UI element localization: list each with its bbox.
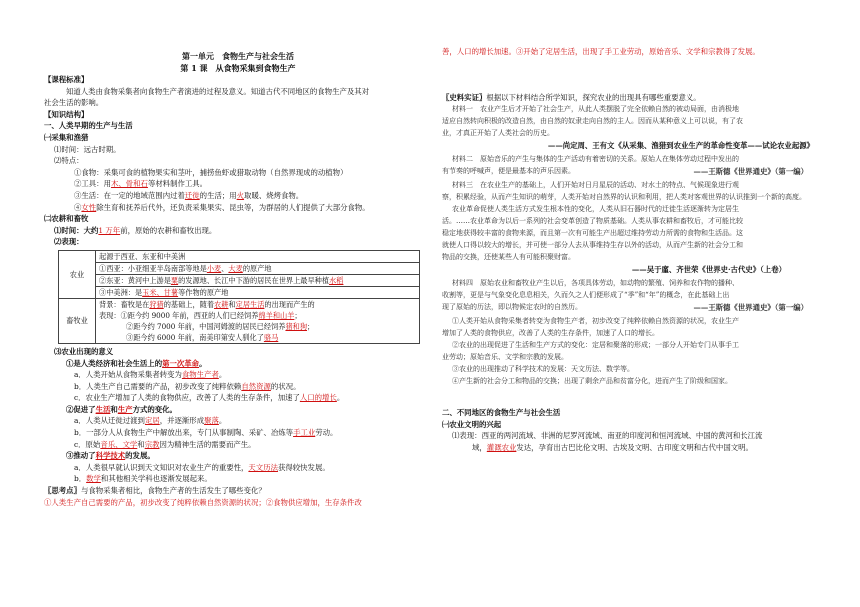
material-4-line-1: 材料四 原始农业和畜牧业产生以后，各项具体劳动，如动物的繁殖、饲养和农作物的播种、	[452, 279, 739, 288]
sig-answer: 定居	[144, 416, 160, 426]
feature-women-text: 除生育和抚养后代外，还负责采集果实、昆虫等，为群居的人们提供了大部分食物。	[96, 202, 370, 212]
cell-text: 的原产地	[242, 263, 272, 273]
answer-3: ③农业的出现推动了科学技术的发展：天文历法、数学等。	[452, 365, 634, 374]
cell-answer: 绵羊和山羊	[258, 310, 295, 320]
sig-text: ①是人类经济和社会生活上的	[66, 358, 163, 368]
left-column	[44, 0, 432, 508]
significance-1	[44, 358, 432, 370]
sig-text: a．人类从迁徙过渡到	[74, 416, 145, 426]
herd-background	[99, 299, 416, 310]
significance-2c	[44, 439, 432, 451]
answer-4: ④产生新的社会分工和物品的交换；出现了剩余产品和贫富分化，进而产生了阶级和国家。	[452, 377, 732, 386]
feature-women-num: ④	[74, 202, 82, 212]
knowledge-structure-heading: 【知识结构】	[44, 109, 89, 119]
significance-2a	[44, 415, 432, 427]
herd-item-2	[99, 321, 416, 332]
farming-time	[44, 225, 432, 237]
sig-text: b．一部分人从食物生产中解放出来，专门从事制陶、采矿、冶炼等	[74, 428, 294, 438]
cell-answer: 水稻	[329, 275, 344, 285]
cell-text: ③距今约 6000 年前，南美印第安人驯化了	[126, 332, 264, 342]
sig-answer: 聚落	[204, 416, 219, 426]
right-column	[442, 46, 822, 454]
performance-line: ⑵表现：	[54, 237, 84, 247]
material-2-source: ——王斯德《世界通史》（第一编）	[693, 167, 808, 177]
sig-answer: 天文历法	[248, 462, 278, 472]
feature-women	[44, 202, 432, 214]
cell-text: 等作物的原产地	[178, 287, 229, 297]
material-4-line-3	[442, 301, 822, 315]
farming-time-label: ⑴时间：大约	[54, 225, 99, 235]
significance-3a	[44, 462, 432, 474]
cell-answer: 狩猎	[149, 299, 164, 309]
think-answer-continued: 善，人口的增长加速。③开始了定居生活，出现了手工业劳动，原始音乐、文学和宗教得了发展。	[442, 47, 760, 56]
sig-text: 劳动。	[315, 428, 338, 438]
feature-tools-answer: 木、骨和石	[110, 179, 148, 189]
sig-text: ②促进了	[66, 404, 96, 414]
think-label: 〖思考点〗	[44, 486, 81, 496]
section-2-heading: 二、不同地区的食物生产与社会生活	[442, 408, 561, 418]
unit-title: 第一单元 食物生产与社会生活	[182, 51, 294, 61]
herd-item-1	[99, 310, 416, 321]
cell-text: ；	[307, 321, 315, 331]
material-2-line-2	[442, 165, 822, 179]
cell-answer: 定居生活	[235, 299, 265, 309]
table-cell	[96, 298, 420, 343]
lesson-title: 第 1 课 从食物采集到食物生产	[180, 63, 296, 73]
cell-text: 背景：畜牧是在	[99, 299, 150, 309]
civ-text: 发达，孕育出古巴比伦文明、古埃及文明、古印度文明和古代中国文明。	[516, 442, 753, 452]
table-header-herding: 畜牧业	[59, 298, 96, 343]
sig-text: 的发展。	[125, 451, 155, 461]
sig-text: 和	[110, 404, 118, 414]
sig-text: 方式的变化。	[132, 404, 177, 414]
subsection-civilization-heading: ㈠农业文明的兴起	[442, 419, 502, 429]
sig-answer: 食物生产者	[181, 370, 219, 380]
significance-2	[44, 404, 432, 416]
sig-text: a．人类开始从食物采集者转变为	[74, 370, 182, 380]
herd-item-3	[99, 332, 416, 343]
civ-answer: 灌溉农业	[486, 442, 517, 452]
material-1-line-1: 材料一 农业产生后才开始了社会生产，从此人类摆脱了完全依赖自然的被动局面，由消极地	[452, 105, 739, 114]
cell-text: ；	[294, 310, 302, 320]
sig-answer: 生活	[95, 404, 111, 414]
material-3-source: ——吴于廑、齐世荣《世界史·古代史》（上卷）	[631, 265, 786, 275]
cell-text: 、	[221, 263, 229, 273]
cell-text: 和	[228, 299, 236, 309]
material-3-line-3: 农业革命促使人类生活方式发生根本性的变化，人类从旧石器时代的迁徙生活逐渐转为定居生	[452, 205, 739, 214]
sig-text: a．人类很早就认识到天文知识对农业生产的重要性，	[74, 462, 249, 472]
material-3-line-5: 稳定地获得较丰富的食物来源，而且第一次有可能生产出超过维持劳动力所需的食物和生活品。这	[442, 229, 743, 238]
table-header-agriculture: 农业	[59, 250, 96, 298]
curriculum-standard-heading: 【课程标准】	[44, 75, 89, 84]
evidence-prompt: 根据以下材料结合所学知识，探究农业的出现具有哪些重要意义。	[486, 92, 701, 102]
subsection-farming-heading: ㈡农耕和畜牧	[44, 214, 89, 224]
cell-text: 表现：①距今约 9000 年前，西亚的人们已经饲养	[99, 310, 259, 320]
material-4-text: 现了原始的历法，即以物候定农时的自然历。	[442, 303, 582, 312]
sig-text: 获得较快发展。	[277, 462, 330, 472]
answer-2-cont: 业劳动；原始音乐、文学和宗教的发展。	[442, 353, 568, 362]
sig-answer: 科学技术	[95, 451, 126, 461]
sig-text: 和	[137, 439, 145, 449]
spacer	[442, 58, 822, 92]
cell-answer: 玉米、甘薯	[142, 287, 179, 297]
sig-text: c．农业生产增加了人类的食物供应，改善了人类的生存条件，加速了	[74, 393, 300, 403]
feature-life-text-2: 的生活；用	[199, 190, 237, 200]
sig-answer: 宗教	[144, 439, 160, 449]
material-1-line-3: 业，才真正开始了人类社会的历史。	[442, 129, 554, 138]
sig-text: 。	[336, 393, 345, 403]
time-line: ⑴时间：远古时期。	[54, 144, 121, 154]
answer-1-cont: 增加了人类的食物供应，改善了人类的生存条件，加速了人口的增长。	[442, 329, 659, 338]
cell-text: 的基础上，随着	[163, 299, 215, 309]
cell-text: ②东亚：黄河中上游是	[99, 275, 171, 285]
material-3-line-2: 察，积累经验，从而产生知识的萌芽，人类开始对自然界的认识和利用，把人类对客观世界的认识推到一个新的高度。	[442, 193, 806, 202]
material-2-text: 有节奏的呼喊声，便是最基本的声乐因素。	[442, 167, 575, 176]
feature-tools-text-2: 等材料制作工具。	[147, 179, 208, 189]
sig-text: b．	[74, 474, 87, 484]
significance-3	[44, 450, 432, 462]
table-cell	[96, 274, 420, 286]
feature-life-text-3: 取暖、烧烤食物。	[244, 190, 304, 200]
civ-text: 域，	[472, 442, 487, 452]
sig-text: ③推动了	[66, 451, 96, 461]
significance-1c	[44, 392, 432, 404]
farming-time-text: 前，原始的农耕和畜牧出现。	[120, 225, 217, 235]
material-2-line-1: 材料二 原始音乐的产生与集体的生产活动有着密切的关系。原始人在集体劳动过程中发出的	[452, 155, 739, 164]
subsection-gathering-heading: ㈠采集和渔猎	[44, 132, 89, 142]
feature-life-text: ③生活：在一定的地域范围内过着	[74, 190, 185, 200]
sig-text: 。	[218, 370, 227, 380]
answer-1: ①人类开始从食物采集者转变为食物生产者，初步改变了纯粹依赖自然资源的状况，农业生产	[452, 317, 739, 326]
cell-answer: 农耕	[214, 299, 229, 309]
cell-answer: 小麦	[206, 263, 222, 273]
sig-text: 。	[218, 416, 227, 426]
sig-answer: 第一次革命	[162, 358, 200, 368]
sig-text: ，并逐渐形成	[159, 416, 205, 426]
cell-answer: 粟	[170, 275, 179, 285]
sig-text: b．人类生产自己需要的产品，初步改变了纯粹依赖	[74, 381, 242, 391]
sig-text: 因为精神生活的需要而产生。	[159, 439, 256, 449]
sig-answer: 生产	[117, 404, 133, 414]
civilization-line-1: ⑴表现：西亚的两河流域、非洲的尼罗河流域、南亚的印度河和恒河流域、中国的黄河和长江流	[452, 431, 763, 441]
cell-answer: 猪和狗	[285, 321, 308, 331]
material-1-line-2: 适应自然转向积极的改造自然，由自然的奴隶走向自然的主人。因而从某种意义上可以说，有了农	[442, 117, 743, 126]
material-3-line-6: 就使人口得以较大的增长，并可使一部分人去从事维持生存以外的活动，从而产生新的社会分工和	[442, 241, 743, 250]
table-cell	[96, 262, 420, 274]
table-cell: 起源于西亚、东亚和中美洲	[96, 250, 420, 262]
historical-evidence	[442, 92, 822, 104]
significance-3b	[44, 473, 432, 485]
features-line: ⑵特点：	[54, 156, 84, 166]
sig-answer: 数学	[86, 474, 101, 484]
material-3-line-4: 活。……农业革命为以后一系列的社会变革创造了物质基础。人类从事农耕和畜牧后，才可能比较	[442, 217, 743, 226]
feature-tools	[44, 178, 432, 190]
feature-life-answer-1: 迁徙	[184, 190, 200, 200]
cell-text: ①西亚：小亚细亚半岛南部等地是	[99, 263, 207, 273]
material-1-source: ——尚定周、王有文《从采集、渔猎到农业生产的革命性变革——试论农业起源》	[547, 141, 814, 151]
sig-text: 的状况。	[270, 381, 301, 391]
material-3-line-1: 材料三 在农业生产的基础上，人们开始对日月星辰的活动、对水土的特点、气候现象进行观	[452, 181, 739, 190]
cell-text: ②距今约 7000 年前，中国河姆渡的居民已经饲养	[126, 321, 286, 331]
sig-answer: 人口的增长	[299, 393, 337, 403]
curriculum-standard-text-2: 社会生活的影响。	[44, 98, 104, 108]
feature-food: ①食物：采集可食的植物果实和茎叶，捕捞鱼虾或猎取动物（自然界现成的动植物）	[74, 167, 348, 177]
think-answer: ①人类生产自己需要的产品，初步改变了纯粹依赖自然资源的状况；②食物供应增加，生存条件改	[44, 497, 362, 507]
sig-answer: 音乐、文学	[100, 439, 138, 449]
think-question: 与食物采集者相比，食物生产者的生活发生了哪些变化？	[80, 486, 266, 496]
sig-answer: 自然资源	[241, 381, 271, 391]
think-point	[44, 485, 432, 497]
cell-answer: 骆马	[263, 332, 279, 342]
significance-2b	[44, 427, 432, 439]
section-1-heading: 一、人类早期的生产与生活	[44, 121, 133, 131]
significance-1a	[44, 369, 432, 381]
sig-text: c．原始	[74, 439, 101, 449]
feature-life-answer-2: 火	[236, 190, 245, 200]
feature-life	[44, 190, 432, 202]
material-4-line-2: 收割等，更是与气象变化息息相关，久而久之人们便形成了“季”和“年”的概念，在此基础上出	[442, 291, 730, 300]
significance-heading: ⑶农业出现的意义	[54, 346, 114, 356]
significance-1b	[44, 381, 432, 393]
spacer	[442, 387, 822, 407]
table-cell	[96, 286, 420, 298]
material-3-line-7: 物品的交换，还使某些人有可能积聚财富。	[442, 253, 575, 262]
sig-text: 和其他相关学科也逐渐发展起来。	[100, 474, 212, 484]
feature-tools-text: ②工具：用	[74, 179, 111, 189]
feature-women-answer: 女性	[81, 202, 97, 212]
farming-time-answer: 1 万年	[98, 225, 121, 235]
cell-text: 的出现而产生的	[264, 299, 315, 309]
sig-text: 。	[199, 358, 207, 368]
material-4-source: ——王斯德《世界通史》（第一编）	[693, 303, 808, 313]
farming-table	[58, 250, 420, 344]
curriculum-standard-text: 知道人类由食物采集者向食物生产者演进的过程及意义。知道古代不同地区的食物生产及其对	[66, 86, 370, 96]
evidence-label: 〖史料实证〗	[442, 92, 487, 102]
cell-text: 的发源地、长江中下游的居民在世界上最早种植	[178, 275, 330, 285]
cell-text: ③中美洲：是	[99, 287, 143, 297]
answer-2: ②农业的出现促进了生活和生产方式的变化：定居和聚落的形成；一部分人开始专门从事手工	[452, 341, 739, 350]
sig-answer: 手工业	[293, 428, 316, 438]
cell-answer: 大麦	[228, 263, 243, 273]
civilization-line-2	[442, 442, 822, 454]
